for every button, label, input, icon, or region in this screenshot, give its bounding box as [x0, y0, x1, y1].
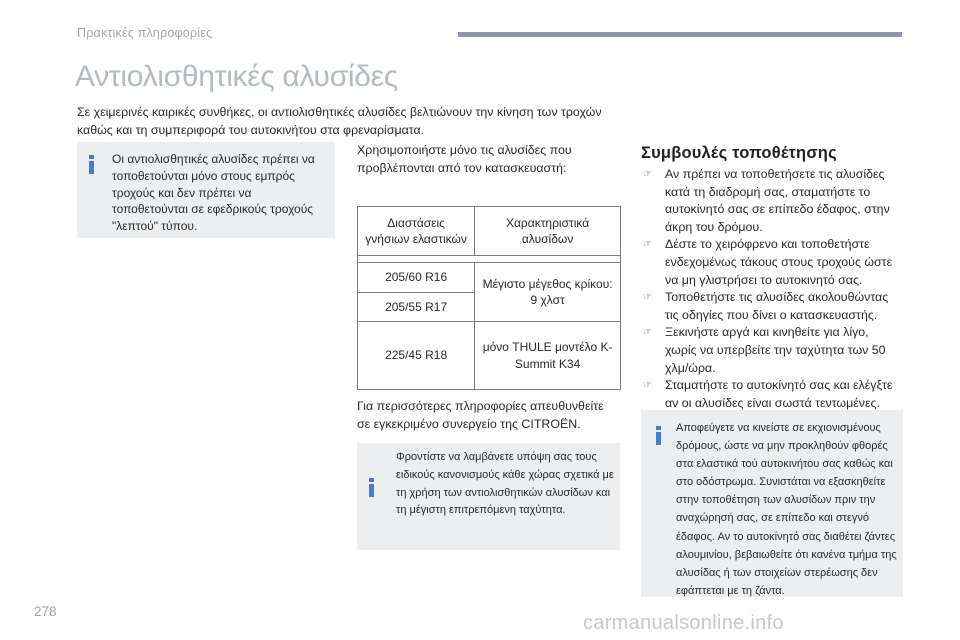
pointing-hand-icon: ☞	[643, 239, 652, 251]
pointing-hand-icon: ☞	[643, 169, 652, 180]
tips-list	[641, 166, 903, 412]
pointing-hand-icon: ☞	[643, 292, 652, 304]
tire-chain-table	[357, 206, 621, 390]
note-front-wheels-only	[77, 142, 335, 238]
note-text: Φροντίστε να λαμβάνετε υπόψη σας τους ειδικούς κανονισμούς κάθε χώρας σχετικά με τη χρήση των αντιολισθητικών αλυσίδων και τη μέγιστη επιτρεπόμενη ταχύτητα.	[396, 451, 614, 517]
table-header-row	[358, 207, 621, 256]
note-text: Οι αντιολισθητικές αλυσίδες πρέπει να τοποθετούνται μόνο στους εμπρός τροχούς και δεν πρέπει να τοποθετούνται σε εφεδρικούς τροχούς "λεπτού" τύπου.	[112, 152, 315, 234]
note-regulations	[357, 443, 620, 550]
pointing-hand-icon: ☞	[643, 380, 652, 392]
note-avoid-snowy-roads	[641, 410, 903, 597]
table-header-chain-spec: Χαρακτηριστικά αλυσίδων	[475, 207, 621, 256]
table-cell-tire-size: 205/55 R17	[358, 293, 475, 322]
table-cell-tire-size: 225/45 R18	[358, 322, 475, 390]
note-text: Αποφεύγετε να κινείστε σε εκχιονισμένους δρόμους, ώστε να μην προκληθούν φθορές στα ελαστικά τού αυτοκινήτου σας καθώς και στο οδόστρωμα. Συνιστάται να εξασκηθείτε στην τοποθέτηση των αλυσίδων πριν την αναχώρησή σας, σε επίπεδο και στεγνό έδαφος. Αν το αυτοκίνητό σας διαθέτει ζάντες αλουμινίου, βεβαιωθείτε ότι κανένα τμήμα της αλυσίδας ή των στοιχείων στερέωσης δεν εφάπτεται με τη ζάντα.	[676, 422, 897, 597]
list-item	[641, 289, 903, 324]
section-title: Πρακτικές πληροφορίες	[77, 26, 213, 40]
list-item-text: Αν πρέπει να τοποθετήσετε τις αλυσίδες κατά τη διαδρομή σας, σταματήστε το αυτοκίνητό σας σε επίπεδο έδαφος, στην άκρη του δρόμου.	[665, 167, 890, 234]
header-rule	[458, 32, 902, 37]
intro-paragraph: Σε χειμερινές καιρικές συνθήκες, οι αντιολισθητικές αλυσίδες βελτιώνουν την κίνηση των τροχών καθώς και τη συμπεριφορά του αυτοκινήτου στα φρεναρίσματα.	[77, 105, 602, 137]
table-row	[358, 263, 621, 293]
list-item-text: Ξεκινήστε αργά και κινηθείτε για λίγο, χωρίς να υπερβείτε την ταχύτητα των 50 χλμ/ώρα.	[665, 325, 886, 375]
list-item	[641, 236, 903, 289]
watermark: carmanualsonline.info	[583, 612, 784, 634]
more-info-text: Για περισσότερες πληροφορίες απευθυνθείτε σε εγκεκριμένο συνεργείο της CITROËN.	[357, 399, 604, 431]
table-cell-chain-spec: μόνο THULE μοντέλο K-Summit K34	[475, 322, 621, 390]
list-item-text: Δέστε το χειρόφρενο και τοποθετήστε ενδεχομένως τάκους στους τροχούς ώστε να μη γλιστρήσει το αυτοκινητό σας.	[665, 237, 893, 287]
table-row	[358, 322, 621, 390]
page-title: Αντιολισθητικές αλυσίδες	[75, 60, 398, 93]
list-item	[641, 377, 903, 412]
list-item-text: Σταματήστε το αυτοκίνητό σας και ελέγξτε αν οι αλυσίδες είναι σωστά τεντωμένες.	[665, 378, 893, 410]
list-item	[641, 166, 903, 236]
pointing-hand-icon: ☞	[643, 327, 652, 339]
use-only-text: Χρησιμοποιήστε μόνο τις αλυσίδες που προβλέπονται από τον κατασκευαστή:	[357, 143, 572, 175]
list-item	[641, 324, 903, 377]
list-item-text: Τοποθετήστε τις αλυσίδες ακολουθώντας τις οδηγίες που δίνει ο κατασκευαστής.	[665, 290, 889, 322]
table-header-tire-size: Διαστάσεις γνήσιων ελαστικών	[358, 207, 475, 256]
table-cell-chain-spec: Μέγιστο μέγεθος κρίκου: 9 χλστ	[475, 263, 621, 322]
table-gap-row	[358, 256, 621, 263]
table-cell-tire-size: 205/60 R16	[358, 263, 475, 293]
tips-title: Συμβουλές τοποθέτησης	[641, 144, 837, 162]
page-number: 278	[34, 604, 57, 619]
